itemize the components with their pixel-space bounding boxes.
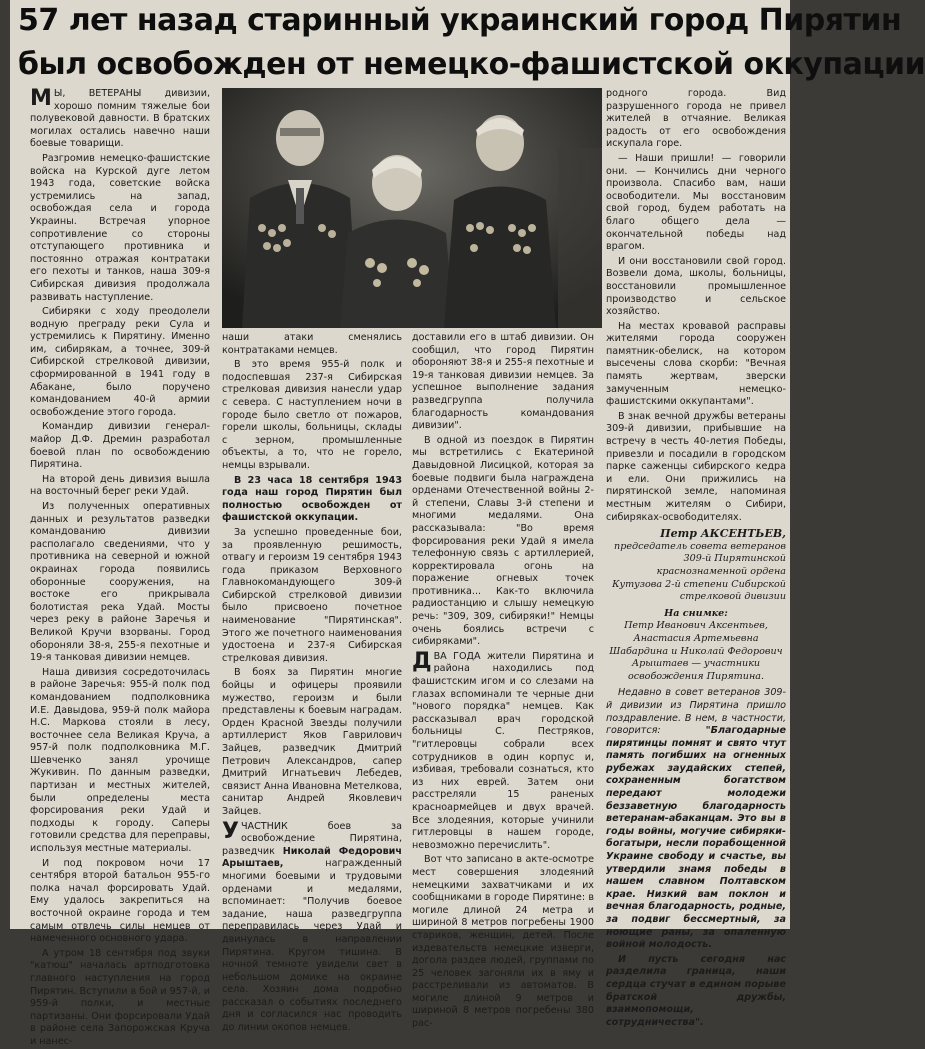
col3-paragraph-3: ДВА ГОДА жители Пирятина и района находились под фашистским игом и со слезами на глазах вспоминали те черные дни "нового порядка" немцев. Как рассказывал врач городской больницы С. Пестряков, "гитлеровцы собрали всех сотрудников в один корпус и, избивая, требовали сознаться, кто из них еврей. Затем они расстреляли 15 раненых красноармейцев и двух врачей. Все злодеяния, которые учинили гитлеровцы в нашем городе, невозможно перечислить". bbox=[412, 648, 594, 851]
photo-caption-body: Петр Иванович Аксентьев, Анастасия Артемьевна Шабардина и Николай Федорович Арыштаев — участники освобождения Пирятина. bbox=[609, 620, 783, 682]
col2-paragraph-1: наши атаки сменялись контратаками немцев. bbox=[222, 332, 402, 356]
photo-caption-heading: На снимке: bbox=[664, 607, 728, 619]
article-column-3 bbox=[412, 332, 594, 1030]
article-column-4 bbox=[606, 88, 786, 1028]
col4-closing-end: И пусть сегодня нас разделила граница, наши сердца стучат в едином порыве братской дружбы, взаимопомощи, сотрудничества". bbox=[606, 953, 786, 1028]
col1-paragraph-1: М Ы, ВЕТЕРАНЫ дивизии, хорошо помним тяжелые бои полувековой давности. В братских могилах остались навечно наши боевые товарищи. bbox=[30, 86, 210, 150]
newspaper-page bbox=[10, 0, 925, 1047]
col4-paragraph-2: — Наши пришли! — говорили они. — Кончились дни черного произвола. Спасибо вам, наши освободители. Мы восстановим свой город, будем работать на благо общего дела — окончательной победы над врагом. bbox=[606, 152, 786, 253]
col1-paragraph-5: На второй день дивизия вышла на восточный берег реки Удай. bbox=[30, 473, 210, 498]
col1-paragraph-6: Из полученных оперативных данных и результатов разведки командованию дивизии располагало сведениями, что у противника на северной и южной окраинах города появились оборонные сооружения, на востоке его прикрывала болотистая река Удай. Мосты через реку в районе Заречья и Великой Кручи взорваны. Город обороняли 38-я, 255-я пехотные и 19-я танковая дивизии немцев. bbox=[30, 501, 210, 664]
dropcap-m: М bbox=[30, 86, 52, 111]
dropcap-u: У bbox=[222, 818, 239, 844]
veterans-photo-image bbox=[222, 88, 602, 328]
col2-paragraph-2: В это время 955-й полк и подоспевшая 237-я Сибирская стрелковая дивизия нанесли удар с севера. С наступлением ночи в городе было светло от пожаров, горели школы, больницы, склады с зерном, промышленные объекты, а то, что не горело, немцы взрывали. bbox=[222, 359, 402, 471]
col2-paragraph-6: УЧАСТНИК боев за освобождение Пирятина, разведчик Николай Федорович Арыштаев, награжденный многими боевыми и трудовыми орденами и медалями, вспоминает: "Получив боевое задание, наша разведгруппа переправилась через Удай и двинулась в направлении Пирятина. Кругом тишина. В ночной темноте увидели свет в небольшом домике на окраине села. Хозяин дома подробно рассказал о событиях последнего дня и согласился нас проводить до линии окопов немцев. bbox=[222, 818, 402, 1034]
col2-paragraph-3: В 23 часа 18 сентября 1943 года наш город Пирятин был полностью освобожден от фашистской оккупации. bbox=[222, 474, 402, 524]
col3-paragraph-1: доставили его в штаб дивизии. Он сообщил, что город Пирятин обороняют 38-я и 255-я пехотные и 19-я танковая дивизии немцев. За успешное выполнение задания разведгруппа получила благодарность командования дивизии". bbox=[412, 332, 594, 432]
col1-paragraph-7: Наша дивизия сосредоточилась в районе Заречья: 955-й полк под командованием подполковника И.Е. Давыдова, 959-й полк майора Н.С. Маркова стояли в лесу, восточнее села Великая Круча, а 957-й полк подполковника М.Г. Шевченко занял урочище Жукивин. По данным разведки, партизан и местных жителей, были определены места форсирования реки Удай и подходы к городу. Саперы готовили средства для переправы, используя местные материалы. bbox=[30, 666, 210, 855]
col3-paragraph-4: Вот что записано в акте-осмотре мест совершения злодеяний немецкими захватчиками и их сообщниками в городе Пирятине: в могиле длиной 24 метра и шириной 8 метров погребены 1900 стариков, женщин, детей. После издевательств немецкие изверги, догола раздев людей, группами по 25 человек загоняли их в яму и расстреливали из автоматов. В могиле длиной 9 метров и шириной 8 метров погребены 380 рас- bbox=[412, 854, 594, 1030]
col1-paragraph-2: Разгромив немецко-фашистские войска на Курской дуге летом 1943 года, советские войска устремились на запад, освобождая села и города Украины. Встречая упорное сопротивление со стороны отступающего противника и постоянно отражая контратаки его пехоты и танков, наша 309-я Сибирская дивизия продолжала развивать наступление. bbox=[30, 152, 210, 303]
col3-paragraph-2: В одной из поездок в Пирятин мы встретились с Екатериной Давыдовной Лисицкой, которая за боевые подвиги была награждена орденами Отечественной войны 2-й степени, Славы 3-й степени и многими медалями. Она рассказывала: "Во время форсирования реки Удай я имела телефонную связь с артиллерией, корректировала огонь на поражение огневых точек противника... Как-то включила радиостанцию и слышу немецкую речь: "309, 309, сибиряки!" Немцы очень боялись встречи с сибиряками". bbox=[412, 434, 594, 648]
col4-paragraph-1: родного города. Вид разрушенного города не привел жителей в отчаяние. Великая радость от его освобождения искупала горе. bbox=[606, 88, 786, 150]
author-name: Петр АКСЕНТЬЕВ, bbox=[660, 527, 786, 541]
dropcap-d: Д bbox=[412, 648, 432, 674]
author-title: председатель совета ветеранов 309-й Пирятинской краснознаменной ордена Кутузова 2-й степени Сибирской стрелковой дивизии bbox=[612, 540, 786, 603]
photo-caption bbox=[606, 608, 786, 684]
col2-paragraph-4: За успешно проведенные бои, за проявленную решимость, отвагу и героизм 19 сентября 1943 года приказом Верховного Главнокомандующего 309-й Сибирской стрелковой дивизии было присвоено почетное наименование "Пирятинская". Этого же почетного наименования удостоена и 237-я Сибирская стрелковая дивизия. bbox=[222, 526, 402, 664]
col1-paragraph-9: А утром 18 сентября под звуки "катюш" началась артподготовка главного наступления на город Пирятин. Вступили в бой и 957-й, и 959-й полки, и местные партизаны. Они форсировали Удай в районе села Запорожская Круча и нанес- bbox=[30, 947, 210, 1047]
veterans-photo bbox=[222, 88, 602, 328]
col4-closing: Недавно в совет ветеранов 309-й дивизии из Пирятина пришло поздравление. В нем, в частности, говорится: "Благодарные пирятинцы помнят и свято чтут память погибших на огненных рубежах заудайских степей, сохраненным богатством передают молодежи беззаветную благодарность ветеранам-абаканцам. Это вы в годы войны, могучие сибиряки-богатыри, несли порабощенной Украине свободу и счастье, вы утвердили знамя победы в нашем славном Полтавском крае. Низкий вам поклон и вечная благодарность, родные, за подвиг бессмертный, за ноющие раны, за опаленную войной молодость. bbox=[606, 687, 786, 951]
col1-paragraph-3: Сибиряки с ходу преодолели водную преграду реки Сула и устремились к Пирятину. Именно им, сибирякам, а точнее, 309-й Сибирской стрелковой дивизии, сформированной в 1941 году в Абакане, было поручено командованием 40-й армии освобождение этого города. bbox=[30, 306, 210, 418]
author-signature bbox=[606, 528, 786, 604]
col4-paragraph-3: И они восстановили свой город. Возвели дома, школы, больницы, восстановили промышленное производство и сельское хозяйство. bbox=[606, 255, 786, 318]
article-column-2 bbox=[222, 332, 402, 1034]
article-column-1 bbox=[30, 86, 210, 1047]
col4-paragraph-4: На местах кровавой расправы жителями города сооружен памятник-обелиск, на котором высечены слова скорби: "Вечная память жертвам, зверски замученным немецко-фашистскими оккупантами". bbox=[606, 320, 786, 408]
headline-line-2: был освобожден от немецко-фашистской оккупации bbox=[18, 47, 925, 82]
col4-paragraph-5: В знак вечной дружбы ветераны 309-й дивизии, прибывшие на встречу в честь 40-летия Победы, привезли и посадили в городском парке саженцы сибирского кедра и ели. Они прижились на пирятинской земле, напоминая местным жителям о Сибири, сибиряках-освободителях. bbox=[606, 410, 786, 523]
headline-line-1: 57 лет назад старинный украинский город Пирятин bbox=[18, 3, 902, 38]
col1-paragraph-8: И под покровом ночи 17 сентября второй батальон 955-го полка начал форсировать Удай. Ему удалось закрепиться на восточной окраине города и тем самым отвлечь силы немцев от намеченного основного удара. bbox=[30, 857, 210, 945]
col2-paragraph-5: В боях за Пирятин многие бойцы и офицеры проявили мужество, героизм и были представлены к боевым наградам. Орден Красной Звезды получили артиллерист Яков Гаврилович Зайцев, разведчик Дмитрий Петрович Александров, сапер Дмитрий Игнатьевич Лебедев, связист Анна Ивановна Метелкова, санитар Андрей Яковлевич Зайцев. bbox=[222, 667, 402, 817]
col1-paragraph-4: Командир дивизии генерал-майор Д.Ф. Дремин разработал боевой план по освобождению Пирятина. bbox=[30, 421, 210, 471]
